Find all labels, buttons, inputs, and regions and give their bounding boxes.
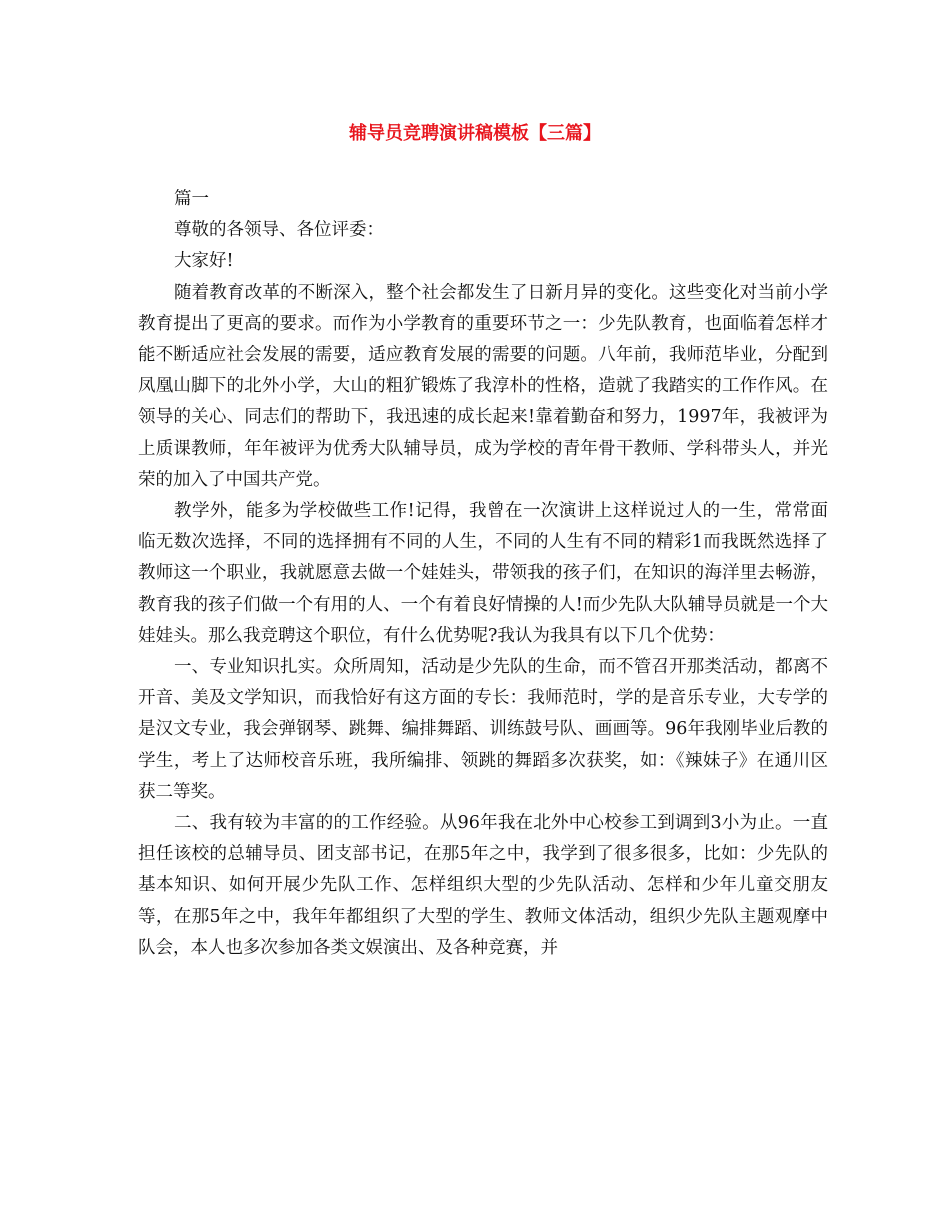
body-paragraph: 二、我有较为丰富的的工作经验。从96年我在北外中心校参工到调到3小为止。一直担任该校的总辅导员、团支部书记，在那5年之中，我学到了很多很多，比如：少先队的基本知识、如何开展少先队工作、怎样组织大型的少先队活动、怎样和少年儿童交朋友等，在那5年之中，我年年都组织了大型的学生、教师文体活动，组织少先队主题观摩中队会，本人也多次参加各类文娱演出、及各种竞赛，并 — [138, 813, 828, 958]
document-body — [138, 184, 828, 964]
document-title: 辅导员竞聘演讲稿模板【三篇】 — [349, 123, 601, 144]
body-paragraph: 教学外，能多为学校做些工作!记得，我曾在一次演讲上这样说过人的一生，常常面临无数次选择，不同的选择拥有不同的人生，不同的人生有不同的精彩1而我既然选择了教师这一个职业，我就愿意去做一个娃娃头，带领我的孩子们，在知识的海洋里去畅游，教育我的孩子们做一个有用的人、一个有着良好情操的人!而少先队大队辅导员就是一个大娃娃头。那么我竞聘这个职位，有什么优势呢?我认为我具有以下几个优势： — [138, 501, 828, 646]
greeting: 大家好! — [174, 251, 234, 272]
salutation: 尊敬的各领导、各位评委： — [174, 220, 384, 241]
section-heading: 篇一 — [174, 189, 209, 209]
body-paragraph: 随着教育改革的不断深入，整个社会都发生了日新月异的变化。这些变化对当前小学教育提出了更高的要求。而作为小学教育的重要环节之一：少先队教育，也面临着怎样才能不断适应社会发展的需要，适应教育发展的需要的问题。八年前，我师范毕业，分配到凤凰山脚下的北外小学，大山的粗犷锻炼了我淳朴的性格，造就了我踏实的工作作风。在领导的关心、同志们的帮助下，我迅速的成长起来!靠着勤奋和努力，1997年，我被评为上质课教师，年年被评为优秀大队辅导员，成为学校的青年骨干教师、学科带头人，并光荣的加入了中国共产党。 — [138, 282, 828, 490]
body-paragraph: 一、专业知识扎实。众所周知，活动是少先队的生命，而不管召开那类活动，都离不开音、美及文学知识，而我恰好有这方面的专长：我师范时，学的是音乐专业，大专学的是汉文专业，我会弹钢琴、跳舞、编排舞蹈、训练鼓号队、画画等。96年我刚毕业后教的学生，考上了达师校音乐班，我所编排、领跳的舞蹈多次获奖，如：《辣妹子》在通川区获二等奖。 — [138, 657, 828, 802]
